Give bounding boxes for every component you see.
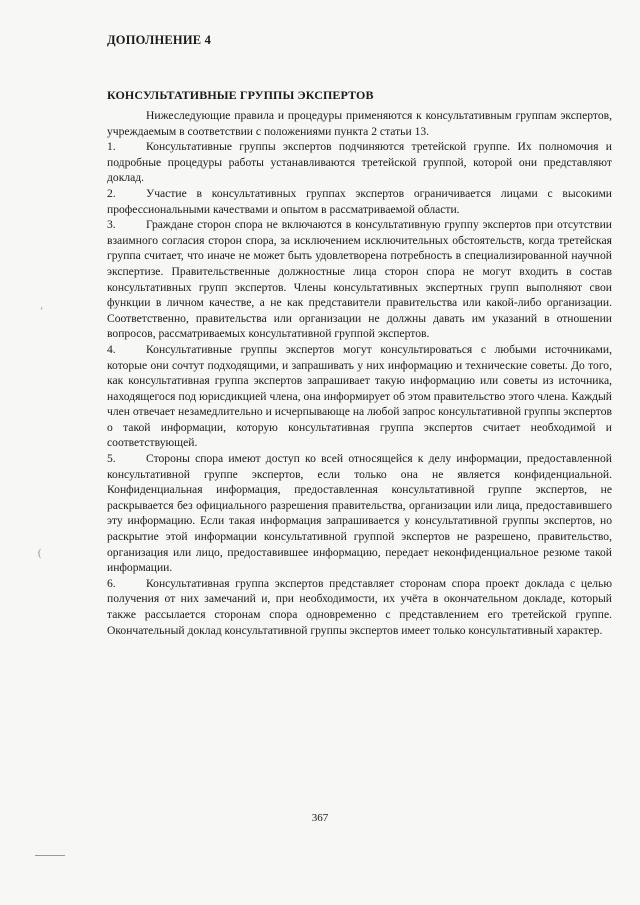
paragraph-text: Участие в консультативных группах экспертов ограничивается лицами с высокими профессиональными качествами и опытом в рассматриваемой области. (107, 186, 612, 216)
paragraph-number: 6. (107, 576, 116, 590)
numbered-paragraph-1 (107, 139, 612, 186)
numbered-paragraph-3 (107, 217, 612, 342)
paragraph-text: Граждане сторон спора не включаются в консультативную группу экспертов при отсутствии взаимного согласия сторон спора, за исключением исключительных обстоятельств, когда третейская группа считает, что иначе не может быть удовлетворена потребность в специализированной научной экспертизе. Правительственные должностные лица сторон спора не могут входить в состав консультативных групп экспертов. Члены консультативных экспертных групп выполняют свои функции в личном качестве, а не как представители правительства или какой-либо организации. Соответственно, правительства или организации не должны давать им указаний в отношении вопросов, рассматриваемых консультативной группой экспертов. (107, 218, 612, 341)
paragraph-text: Консультативные группы экспертов могут консультироваться с любыми источниками, которые они сочтут подходящими, и запрашивать у них информацию и технические советы. До того, как консультативная группа экспертов запрашивает такую информацию или советы из источника, находящегося под юрисдикцией члена, она информирует об этом правительство этого члена. Каждый член отвечает незамедлительно и исчерпывающе на любой запрос консультативной группы экспертов о такой информации, которую консультативная группа экспертов считает необходимой и соответствующей. (107, 342, 612, 450)
paragraph-text: Консультативная группа экспертов представляет сторонам спора проект доклада с целью получения от них замечаний и, при необходимости, их учёта в окончательном докладе, который также рассылается сторонам спора одновременно с представлением его третейской группе. Окончательный доклад консультативной группы экспертов имеет только консультативный характер. (107, 576, 612, 637)
paragraph-number: 3. (107, 218, 116, 232)
paragraph-number: 5. (107, 452, 116, 466)
appendix-title: ДОПОЛНЕНИЕ 4 (107, 33, 212, 47)
section-heading: КОНСУЛЬТАТИВНЫЕ ГРУППЫ ЭКСПЕРТОВ (107, 88, 374, 102)
scan-mark (35, 855, 65, 856)
numbered-paragraph-2 (107, 186, 612, 217)
page-number: 367 (311, 812, 329, 824)
paragraph-text: Стороны спора имеют доступ ко всей относящейся к делу информации, предоставленной консультативной группе экспертов, если только она не является конфиденциальной. Конфиденциальная информация, предоставленная консультативной группе экспертов, не раскрывается без официального разрешения правительства, организации или лица, предоставившего эту информацию. Если такая информация запрашивается у консультативной группы экспертов, но раскрытие этой информации консультативной группой экспертов не разрешено, правительство, организация или лицо, предоставившее информацию, передает неконфиденциальное резюме такой информации. (107, 452, 612, 575)
scan-mark: ‘ (40, 306, 44, 317)
numbered-paragraph-4 (107, 342, 612, 451)
numbered-paragraph-6 (107, 576, 612, 638)
paragraph-number: 4. (107, 342, 116, 356)
numbered-paragraph-5 (107, 451, 612, 576)
scan-mark: ( (38, 548, 42, 559)
document-body (107, 108, 612, 638)
intro-paragraph: Нижеследующие правила и процедуры применяются к консультативным группам экспертов, учреждаемым в соответствии с положениями пункта 2 статьи 13. (107, 109, 612, 138)
paragraph-text: Консультативные группы экспертов подчиняются третейской группе. Их полномочия и подробные процедуры работы устанавливаются третейской группой, которой они представляют доклад. (107, 140, 612, 185)
paragraph-number: 1. (107, 140, 116, 154)
paragraph-number: 2. (107, 186, 116, 200)
